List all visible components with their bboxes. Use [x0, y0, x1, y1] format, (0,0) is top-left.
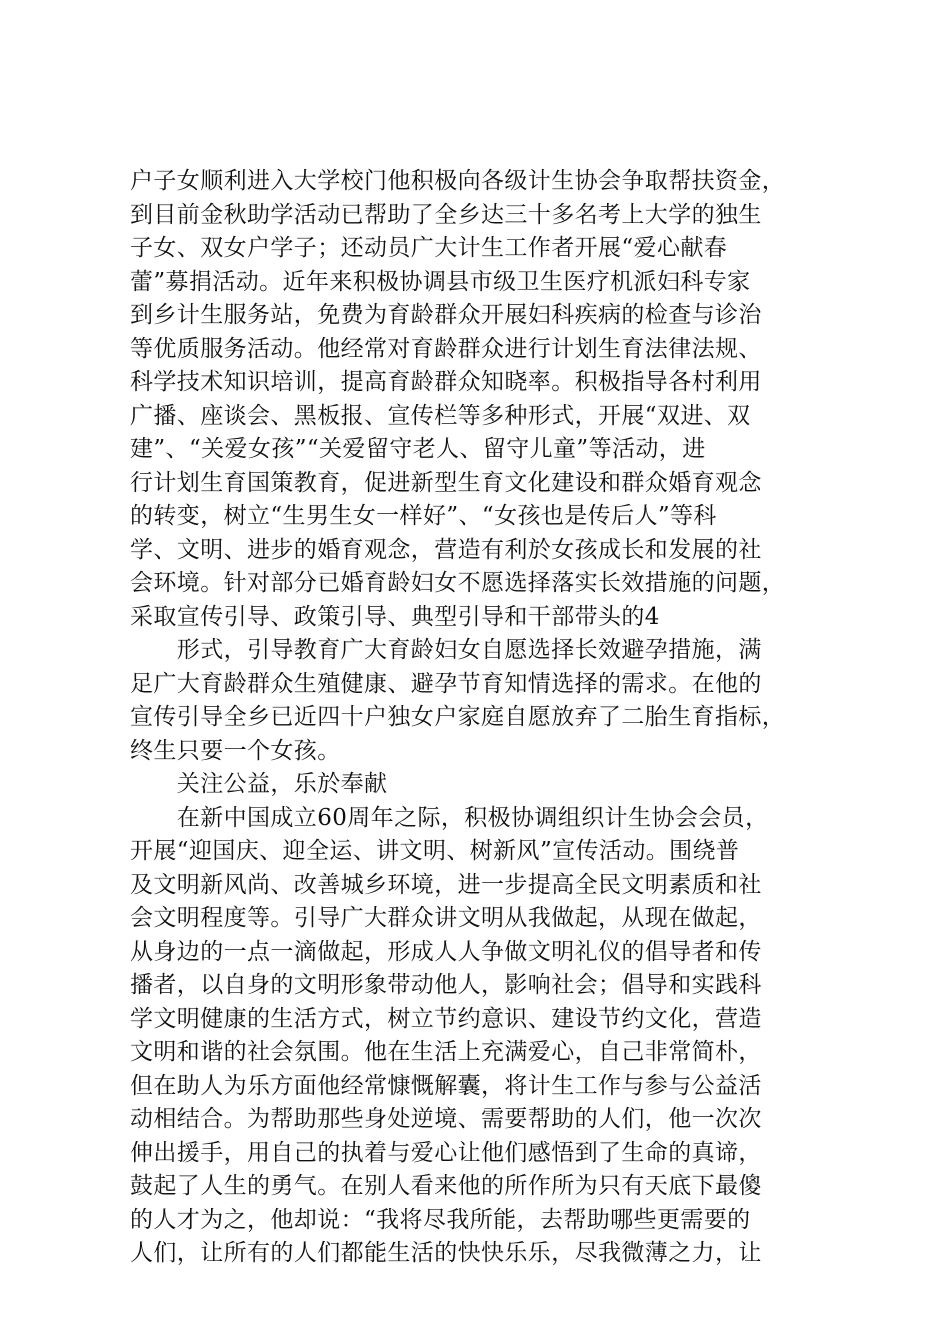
text-line: 播者，以自身的文明形象带动他人，影响社会；倡导和实践科 [130, 972, 762, 998]
text-line: 蕾”募捐活动。近年来积极协调县市级卫生医疗机派妇科专家 [130, 268, 751, 295]
text-line: 在新中国成立60周年之际，积极协调组织计生协会会员， [130, 804, 769, 831]
text-line: 从身边的一点一滴做起，形成人人争做文明礼仪的倡导者和传 [130, 938, 762, 965]
text-line: 广播、座谈会、黑板报、宣传栏等多种形式，开展“双进、双 [130, 402, 751, 429]
text-line: 鼓起了人生的勇气。在别人看来他的所作所为只有天底下最傻 [130, 1173, 762, 1199]
text-line: 伸出援手，用自己的执着与爱心让他们感悟到了生命的真谛， [130, 1139, 762, 1166]
text-line: 等优质服务活动。他经常对育龄群众进行计划生育法律法规、 [130, 335, 762, 362]
section-heading: 关注公益，乐於奉献 [130, 771, 388, 797]
text-line: 足广大育龄群众生殖健康、避孕节育知情选择的需求。在他的 [130, 670, 762, 697]
text-line: 学文明健康的生活方式，树立节约意识、建设节约文化，营造 [130, 1005, 762, 1032]
text-line: 的人才为之，他却说：“我将尽我所能，去帮助哪些更需要的 [130, 1206, 751, 1233]
text-line: 会环境。针对部分已婚育龄妇女不愿选择落实长效措施的问题， [130, 570, 786, 596]
text-line: 行计划生育国策教育，促进新型生育文化建设和群众婚育观念 [130, 469, 762, 496]
text-line: 建”、“关爱女孩”“关爱留守老人、留守儿童”等活动，进 [130, 436, 706, 462]
body-text [130, 165, 830, 1271]
text-line: 的转变，树立“生男生女一样好”、“女孩也是传后人”等科 [130, 503, 717, 529]
text-line: 文明和谐的社会氛围。他在生活上充满爱心，自己非常简朴， [130, 1039, 762, 1065]
text-line: 终生只要一个女孩。 [130, 737, 341, 764]
text-line: 采取宣传引导、政策引导、典型引导和干部带头的4 [130, 603, 660, 630]
text-line: 子女、双女户学子；还动员广大计生工作者开展“爱心献春 [130, 235, 728, 261]
text-line: 及文明新风尚、改善城乡环境，进一步提高全民文明素质和社 [130, 871, 762, 898]
text-line: 到目前金秋助学活动已帮助了全乡达三十多名考上大学的独生 [130, 201, 762, 228]
text-line: 户子女顺利进入大学校门他积极向各级计生协会争取帮扶资金， [130, 168, 786, 194]
text-line: 宣传引导全乡已近四十户独女户家庭自愿放弃了二胎生育指标， [130, 704, 786, 730]
text-line: 会文明程度等。引导广大群众讲文明从我做起，从现在做起， [130, 905, 762, 931]
text-line: 科学技术知识培训，提高育龄群众知晓率。积极指导各村利用 [130, 369, 762, 395]
text-line: 动相结合。为帮助那些身处逆境、需要帮助的人们，他一次次 [130, 1106, 762, 1132]
text-line: 人们，让所有的人们都能生活的快快乐乐，尽我微薄之力，让 [130, 1240, 762, 1266]
text-line: 形式，引导教育广大育龄妇女自愿选择长效避孕措施，满 [130, 637, 762, 663]
text-line: 到乡计生服务站，免费为育龄群众开展妇科疾病的检查与诊治 [130, 302, 762, 328]
text-line: 但在助人为乐方面他经常慷慨解囊，将计生工作与参与公益活 [130, 1072, 762, 1099]
text-line: 学、文明、进步的婚育观念，营造有利於女孩成长和发展的社 [130, 536, 762, 563]
text-line: 开展“迎国庆、迎全运、讲文明、树新风”宣传活动。围绕普 [130, 838, 740, 864]
